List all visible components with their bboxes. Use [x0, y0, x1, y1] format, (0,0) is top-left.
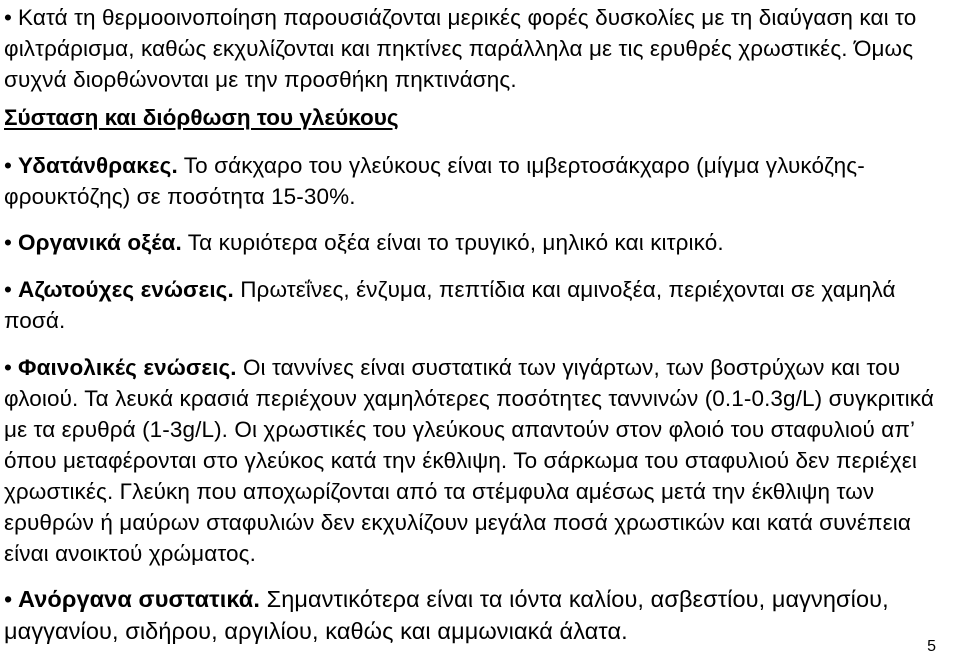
item-term: Υδατάνθρακες. — [18, 153, 178, 178]
item-text: Οι ταννίνες είναι συστατικά των γιγάρτων, των βοστρύχων και του φλοιού. Τα λευκά κρασιά περιέχουν χαμηλότερες ποσότητες ταννινών (0.1-0.3g/L) συγκριτικά με τα ερυθρά (1-3g/L). Οι χρωστικές του γλεύκους απαντούν στον φλοιό του σταφυλιού απ’ όπου μεταφέρονται στο γλεύκος κατά την έκθλιψη. Το σάρκωμα του σταφυλιού δεν περιέχει χρωστικές. Γλεύκη που αποχωρίζονται από τα στέμφυλα αμέσως μετά την έκθλιψη των ερυθρών ή μαύρων σταφυλιών δεν εκχυλίζουν μεγάλα ποσά χρωστικών και κατά συνέπεια είναι ανοικτού χρώματος. — [4, 355, 934, 566]
section-heading: Σύσταση και διόρθωση του γλεύκους — [4, 105, 399, 130]
item-term: Αζωτούχες ενώσεις. — [18, 277, 234, 302]
bullet-icon: • — [4, 355, 12, 380]
item-term: Ανόργανα συστατικά. — [18, 586, 260, 612]
item-term: Φαινολικές ενώσεις. — [18, 355, 237, 380]
intro-text: Κατά τη θερμοοινοποίηση παρουσιάζονται μερικές φορές δυσκολίες με τη διαύγαση και το φιλτράρισμα, καθώς εκχυλίζονται και πηκτίνες παράλληλα με τις ερυθρές χρωστικές. Όμως συχνά διορθώνονται με την προσθήκη πηκτινάσης. — [4, 5, 917, 92]
intro-paragraph — [4, 2, 954, 95]
bullet-icon: • — [4, 230, 12, 255]
bullet-icon: • — [4, 5, 12, 30]
page-number: 5 — [927, 638, 936, 655]
item-text: Σημαντικότερα είναι τα ιόντα καλίου, ασβεστίου, μαγνησίου, μαγγανίου, σιδήρου, αργιλίου, καθώς και αμμωνιακά άλατα. — [4, 586, 889, 644]
list-item-carbohydrates — [4, 150, 954, 212]
item-text: Τα κυριότερα οξέα είναι το τρυγικό, μηλικό και κιτρικό. — [181, 230, 724, 255]
bullet-icon: • — [4, 153, 12, 178]
bullet-icon: • — [4, 277, 12, 302]
list-item-nitrogen-compounds — [4, 274, 954, 336]
item-term: Οργανικά οξέα. — [18, 230, 182, 255]
item-text: Πρωτεΐνες, ένζυμα, πεπτίδια και αμινοξέα, περιέχονται σε χαμηλά ποσά. — [4, 277, 896, 333]
item-text: Το σάκχαρο του γλεύκους είναι το ιμβερτοσάκχαρο (μίγμα γλυκόζης-φρουκτόζης) σε ποσότητα 15-30%. — [4, 153, 865, 209]
list-item-organic-acids — [4, 227, 954, 258]
list-item-inorganic-components — [4, 583, 954, 647]
bullet-icon: • — [4, 586, 13, 612]
list-item-phenolic-compounds — [4, 352, 954, 569]
